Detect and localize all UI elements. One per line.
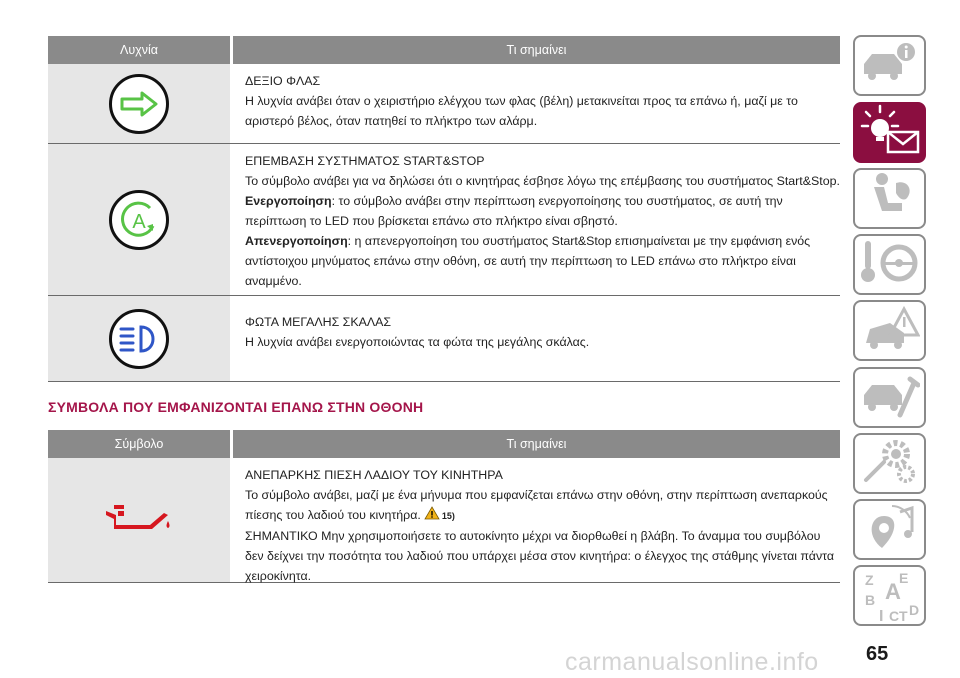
deactivation-text: : η απενεργοποίηση του συστήματος Start&Stop επισημαίνεται με την εμφάνιση ενός αντίστοιχου μηνύματος επάνω στην οθόνη, σε αυτή την περίπτωση το LED επάνω στο πλήκτρο είναι αναμμένο. [245, 234, 811, 288]
activation-text: : το σύμβολο ανάβει στην περίπτωση ενεργοποίησης του συστήματος, σε αυτή την περίπτωση το LED που βρίσκεται επάνω στο πλήκτρο είναι σβηστό. [245, 194, 783, 228]
high-beam-icon [109, 309, 169, 369]
row-title: ΔΕΞΙΟ ΦΛΑΣ [245, 74, 321, 88]
start-stop-icon [109, 190, 169, 250]
deactivation-paragraph [245, 231, 840, 291]
display-symbols-table [48, 430, 840, 583]
rail-tab-multimedia[interactable] [853, 499, 926, 560]
meaning-cell [233, 64, 840, 143]
svg-text:B: B [864, 591, 875, 608]
section-title: ΣΥΜΒΟΛΑ ΠΟΥ ΕΜΦΑΝΙΖΟΝΤΑΙ ΕΠΑΝΩ ΣΤΗΝ ΟΘΟΝΗ [48, 399, 424, 415]
table-row [48, 64, 840, 144]
rail-tab-driving[interactable] [853, 234, 926, 295]
svg-text:C: C [888, 607, 899, 623]
row-title: ΕΠΕΜΒΑΣΗ ΣΥΣΤΗΜΑΤΟΣ START&STOP [245, 154, 485, 168]
warning-lights-table [48, 36, 840, 382]
table-row [48, 144, 840, 296]
svg-text:A: A [884, 578, 901, 604]
table-header [48, 430, 840, 458]
breakdown-warning-icon [860, 303, 920, 358]
oil-pressure-text: Το σύμβολο ανάβει, μαζί με ένα μήνυμα που εμφανίζεται επάνω στην οθόνη, στην περίπτωση ανεπαρκούς πίεσης του λαδιού του κινητήρα. [245, 488, 828, 522]
svg-text:Z: Z [864, 571, 874, 588]
symbol-cell [48, 144, 230, 295]
watermark: carmanualsonline.info [565, 648, 819, 676]
car-info-icon [860, 40, 920, 91]
alphabetical-index-icon [859, 569, 921, 623]
rail-tab-safety[interactable] [853, 168, 926, 229]
meaning-cell [233, 144, 840, 295]
row-description: Η λυχνία ανάβει ενεργοποιώντας τα φώτα της μεγάλης σκάλας. [245, 335, 590, 349]
right-turn-arrow-icon [109, 74, 169, 134]
header-symbol: Σύμβολο [114, 437, 164, 451]
activation-label: Ενεργοποίηση [245, 194, 332, 208]
rail-tab-technical-data[interactable] [853, 433, 926, 494]
svg-text:T: T [898, 607, 908, 623]
table-row [48, 458, 840, 583]
page-number: 65 [866, 643, 889, 665]
header-meaning: Τι σημαίνει [506, 43, 567, 57]
rail-tab-car-info[interactable] [853, 35, 926, 96]
car-wrench-icon [860, 371, 920, 424]
key-steering-wheel-icon [861, 237, 919, 292]
rail-tab-warning-lights[interactable] [853, 102, 926, 163]
multimedia-icon [862, 502, 918, 557]
oil-can-icon [106, 505, 172, 536]
rail-tab-emergency[interactable] [853, 300, 926, 361]
meaning-cell [233, 458, 840, 582]
svg-text:I: I [878, 607, 883, 623]
row-description: Το σύμβολο ανάβει για να δηλώσει ότι ο κινητήρας έσβησε λόγω της επέμβασης του συστήματος Start&Stop. [245, 174, 840, 188]
row-title: ΦΩΤΑ ΜΕΓΑΛΗΣ ΣΚΑΛΑΣ [245, 315, 392, 329]
table-row [48, 296, 840, 382]
header-meaning: Τι σημαίνει [506, 437, 567, 451]
start-stop-letter: A [132, 210, 146, 233]
rail-tab-maintenance[interactable] [853, 367, 926, 428]
warning-light-message-icon [858, 104, 922, 161]
symbol-cell [48, 296, 230, 381]
table-header [48, 36, 840, 64]
rail-tab-index[interactable] [853, 565, 926, 626]
row-description [245, 485, 840, 526]
symbol-cell [48, 458, 230, 582]
svg-text:E: E [898, 569, 908, 586]
important-note: ΣΗΜΑΝΤΙΚΟ Μην χρησιμοποιήσετε το αυτοκίνητο μέχρι να διορθωθεί η βλάβη. Το άναμμα του συμβόλου δεν δείχνει την ποσότητα του λαδιού που υπάρχει μέσα στον κινητήρα: ο έλεγχος της στάθμης γίνεται πάντα χειροκίνητα. [245, 528, 835, 583]
warning-triangle-icon [424, 506, 440, 526]
gears-tools-icon [860, 436, 920, 491]
reference-number: 15) [441, 510, 455, 521]
deactivation-label: Απενεργοποίηση [245, 234, 348, 248]
symbol-cell [48, 64, 230, 143]
meaning-cell [233, 296, 840, 381]
row-title: ΑΝΕΠΑΡΚΗΣ ΠΙΕΣΗ ΛΑΔΙΟΥ ΤΟΥ ΚΙΝΗΤΗΡΑ [245, 468, 503, 482]
seat-airbag-icon [862, 171, 918, 226]
svg-text:D: D [908, 601, 919, 618]
row-description: Η λυχνία ανάβει όταν ο χειριστήριο ελέγχου των φλας (βέλη) μετακινείται προς τα επάνω ή, μαζί με το αριστερό βέλος, όταν πατηθεί το πλήκτρο των αλάρμ. [245, 94, 798, 128]
activation-paragraph [245, 191, 840, 231]
header-lamp: Λυχνία [119, 43, 158, 57]
